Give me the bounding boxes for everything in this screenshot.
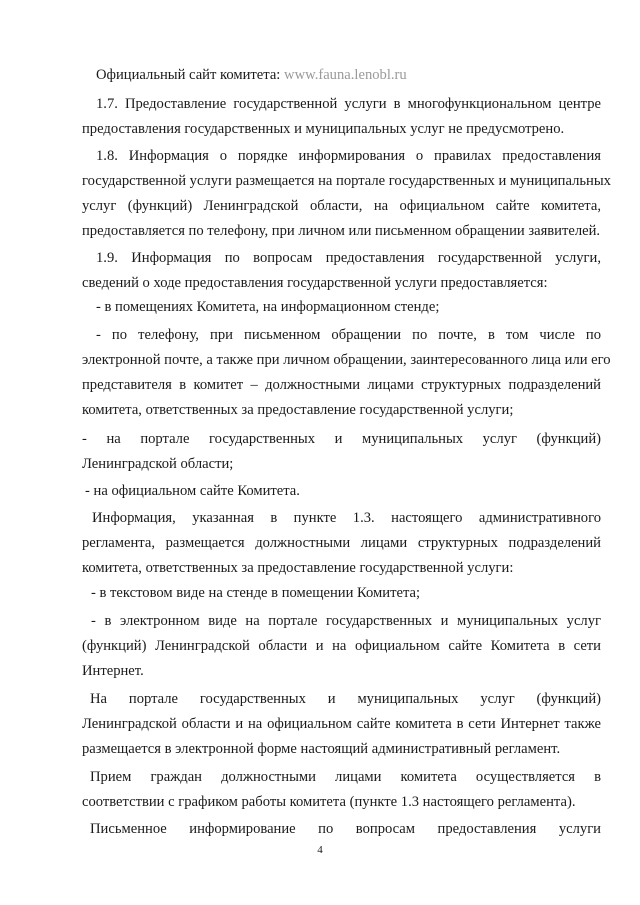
info-paragraph-line-1: Информация, указанная в пункте 1.3. настоящего административного [92, 510, 601, 526]
paragraph-1-7-line-1: 1.7. Предоставление государственной услуги в многофункциональном центре [96, 96, 601, 112]
reception-paragraph-line-2: соответствии с графиком работы комитета (пункте 1.3 настоящего регламента). [82, 794, 576, 810]
list-item-text-stand: - в текстовом виде на стенде в помещении Комитета; [91, 585, 421, 601]
list-item-official-site: - на официальном сайте Комитета. [85, 483, 300, 499]
paragraph-1-7-line-2: предоставления государственных и муниципальных услуг не предусмотрено. [82, 121, 565, 137]
reception-paragraph-line-1: Прием граждан должностными лицами комитета осуществляется в [90, 769, 601, 785]
website-url: www.fauna.lenobl.ru [284, 67, 407, 83]
list-item-phone-line-3: представителя в комитет – должностными лицами структурных подразделений [82, 377, 601, 393]
list-item-phone-line-2: электронной почте, а также при личном обращении, заинтересованного лица или его [82, 352, 611, 368]
paragraph-1-8-line-1: 1.8. Информация о порядке информирования о правилах предоставления [96, 148, 601, 164]
list-item-premises: - в помещениях Комитета, на информационном стенде; [96, 299, 440, 315]
paragraph-1-8-line-4: предоставляется по телефону, при личном или письменном обращении заявителей. [82, 223, 601, 239]
paragraph-1-8-line-3: услуг (функций) Ленинградской области, на официальном сайте комитета, [82, 198, 601, 214]
list-item-electronic-line-3: Интернет. [82, 663, 144, 679]
list-item-electronic-line-2: (функций) Ленинградской области и на официальном сайте Комитета в сети [82, 638, 601, 654]
list-item-electronic-line-1: - в электронном виде на портале государственных и муниципальных услуг [91, 613, 601, 629]
website-label: Официальный сайт комитета: [96, 67, 281, 83]
info-paragraph-line-2: регламента, размещается должностными лицами структурных подразделений [82, 535, 601, 551]
list-item-phone-line-4: комитета, ответственных за предоставление государственной услуги; [82, 402, 514, 418]
portal-paragraph-line-1: На портале государственных и муниципальных услуг (функций) [90, 691, 601, 707]
portal-paragraph-line-3: размещается в электронной форме настоящий административный регламент. [82, 741, 561, 757]
website-line [96, 66, 407, 84]
portal-paragraph-line-2: Ленинградской области и на официальном сайте комитета в сети Интернет также [82, 716, 601, 732]
list-item-portal-line-2: Ленинградской области; [82, 456, 234, 472]
paragraph-1-9-line-1: 1.9. Информация по вопросам предоставления государственной услуги, [96, 250, 601, 266]
list-item-phone-line-1: - по телефону, при письменном обращении по почте, в том числе по [96, 327, 601, 343]
paragraph-1-9-line-2: сведений о ходе предоставления государственной услуги предоставляется: [82, 275, 548, 291]
written-info-line-1: Письменное информирование по вопросам предоставления услуги [90, 821, 601, 837]
list-item-portal-line-1: - на портале государственных и муниципальных услуг (функций) [82, 431, 601, 447]
paragraph-1-8-line-2: государственной услуги размещается на портале государственных и муниципальных [82, 173, 611, 189]
page-number: 4 [317, 844, 323, 856]
info-paragraph-line-3: комитета, ответственных за предоставление государственной услуги: [82, 560, 514, 576]
